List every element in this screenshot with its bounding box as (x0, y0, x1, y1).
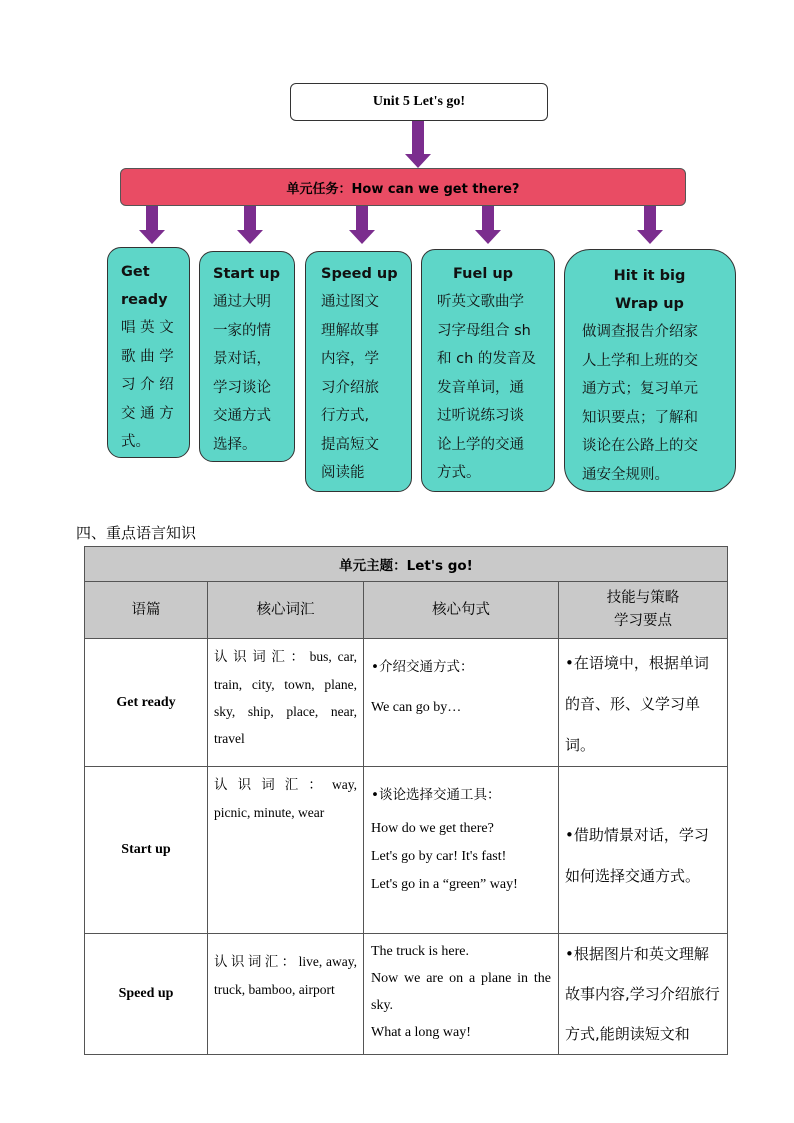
card-desc-line: 式。 (121, 434, 150, 450)
card-desc-line: 通过图文 (321, 294, 379, 310)
header-skills-strategies (559, 582, 728, 639)
card-desc-line: 景对话， (213, 351, 271, 367)
card-desc-line: 做调查报告介绍家 (582, 324, 698, 340)
card-desc-line: 谈论在公路上的交 (582, 438, 698, 454)
card-desc-line: 内容，学 (321, 351, 379, 367)
vocab-label: 认识词汇： (214, 777, 332, 793)
vocab-words: bus, car, train, city, town, plane, sky, ship, place, near, travel (214, 649, 357, 746)
table-header-row (85, 582, 728, 639)
card-desc-line: 人上学和上班的交 (582, 352, 698, 369)
header-core-sentences: 核心句式 (364, 582, 559, 639)
lesson-cell: Speed up (85, 934, 208, 1055)
table-row (85, 767, 728, 934)
table-theme-row (85, 547, 728, 582)
unit-task-text: 单元任务：How can we get there? (286, 181, 520, 197)
card-desc-line: 发音单词，通 (437, 379, 524, 396)
sentence-line: The truck is here. (371, 944, 469, 959)
card-desc-line: 交通方式 (213, 408, 271, 424)
card-hit-it-big-wrap-up (564, 249, 736, 492)
lesson-cell: Start up (85, 767, 208, 934)
sentence-line: •谈论选择交通工具： (371, 787, 501, 803)
sentence-line: Let's go by car! It's fast! (371, 849, 507, 864)
unit-title: Unit 5 Let's go! (372, 94, 466, 109)
sentence-line: Let's go in a “green” way! (371, 877, 518, 892)
sentence-line: We can go by… (371, 700, 462, 715)
vocab-cell (208, 767, 364, 934)
card-desc-line: 知识要点；了解和 (582, 409, 698, 426)
card-desc-line: 歌 曲 学 (121, 348, 174, 365)
card-desc-line: 习介绍旅 (321, 379, 379, 396)
card-title: Start up (213, 266, 280, 282)
vocab-label: 认识词汇： (214, 649, 310, 665)
card-title: Speed up (321, 266, 398, 282)
card-desc-line: 交 通 方 (121, 405, 174, 422)
header-passage: 语篇 (85, 582, 208, 639)
card-description (321, 288, 407, 488)
header-line: 技能与策略 (606, 590, 680, 606)
table-row (85, 934, 728, 1055)
card-description (213, 288, 290, 459)
sentence-line: •介绍交通方式： (371, 659, 474, 675)
card-desc-line: 唱 英 文 (121, 320, 174, 336)
card-title (121, 258, 181, 314)
unit-task-bar (120, 168, 686, 206)
card-desc-line: 听英文歌曲学 (437, 294, 524, 310)
card-title-line: Hit it big (613, 268, 686, 284)
card-desc-line: 理解故事 (321, 322, 379, 339)
skill-cell: •根据图片和英文理解故事内容,学习介绍旅行方式,能朗读短文和 (559, 934, 728, 1055)
card-description (582, 318, 731, 489)
sentences-cell (364, 934, 559, 1055)
card-description (437, 288, 550, 488)
skill-cell: •借助情景对话，学习如何选择交通方式。 (559, 767, 728, 934)
section-heading: 四、重点语言知识 (76, 524, 197, 542)
table-row (85, 639, 728, 767)
card-desc-line: 方式。 (437, 465, 481, 481)
card-desc-line: 一家的情 (213, 322, 271, 339)
header-line: 学习要点 (614, 613, 672, 629)
vocab-label: 认识词汇： (214, 954, 299, 970)
card-desc-line: 行方式, (321, 408, 370, 424)
card-desc-line: 和 ch 的发音及 (437, 351, 536, 367)
card-desc-line: 学习谈论 (213, 379, 271, 396)
card-start-up (199, 251, 295, 462)
vocab-words: live, away, truck, bamboo, airport (214, 954, 358, 997)
card-title-line: ready (121, 292, 168, 308)
card-title: Fuel up (453, 266, 514, 282)
sentence-line: What a long way! (371, 1025, 471, 1040)
card-desc-line: 习 介 绍 (121, 377, 174, 393)
card-description (121, 314, 181, 457)
card-get-ready (107, 247, 190, 458)
card-desc-line: 阅读能 (321, 465, 365, 481)
card-title (582, 262, 731, 318)
unit-theme-cell: 单元主题：Let's go! (85, 547, 728, 582)
card-desc-line: 论上学的交通 (437, 436, 524, 453)
sentences-cell (364, 767, 559, 934)
sentences-cell (364, 639, 559, 767)
card-desc-line: 通过大明 (213, 294, 271, 310)
vocab-words: way, picnic, minute, wear (214, 777, 357, 820)
card-desc-line: 通安全规则。 (582, 466, 669, 483)
vocab-cell (208, 639, 364, 767)
unit-title-box (290, 83, 548, 121)
card-title-line: Get (121, 264, 150, 280)
card-fuel-up (421, 249, 555, 492)
skill-cell: •在语境中，根据单词的音、形、义学习单词。 (559, 639, 728, 767)
card-desc-line: 提高短文 (321, 436, 379, 453)
card-desc-line: 选择。 (213, 436, 257, 453)
vocab-cell (208, 934, 364, 1055)
sentence-line: Now we are on a plane in the sky. (371, 971, 551, 1013)
header-core-vocab: 核心词汇 (208, 582, 364, 639)
key-language-table (84, 546, 728, 1055)
lesson-cell: Get ready (85, 639, 208, 767)
card-desc-line: 通方式；复习单元 (582, 381, 698, 397)
card-speed-up (305, 251, 412, 492)
card-desc-line: 过听说练习谈 (437, 408, 524, 424)
sentence-line: How do we get there? (371, 821, 494, 836)
card-desc-line: 习字母组合 sh (437, 322, 531, 339)
card-title-line: Wrap up (615, 296, 684, 312)
